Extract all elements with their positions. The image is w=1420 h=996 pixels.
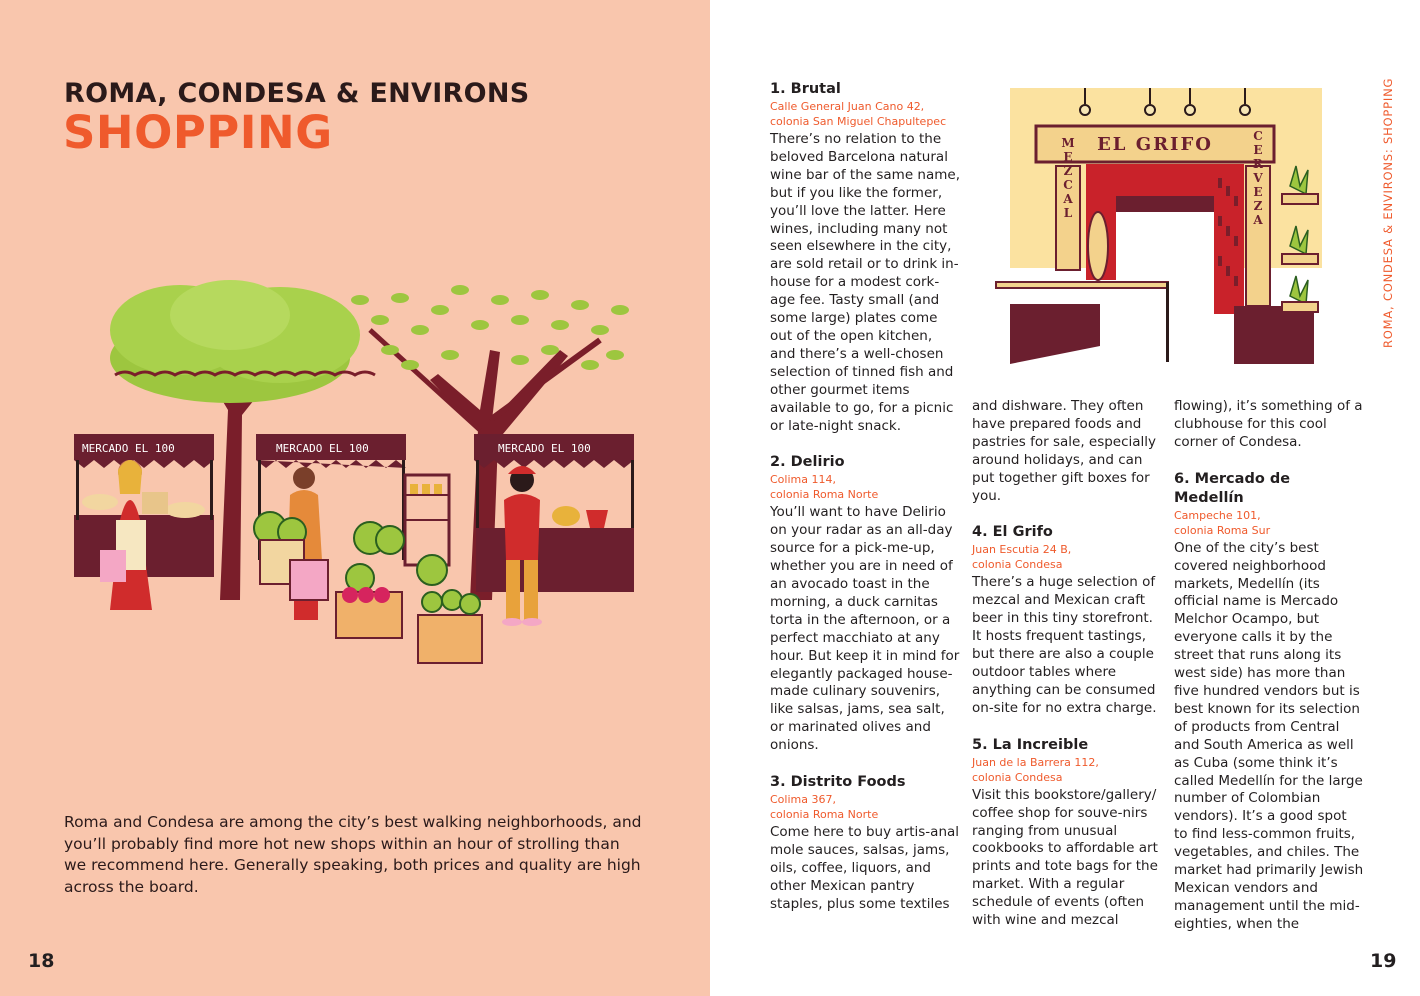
page-title: SHOPPING: [63, 106, 333, 159]
shop-entry-el-grifo: [972, 523, 1162, 717]
entry-body: Visit this bookstore/gallery/ coffee shop for souve-nirs ranging from unusual cookbooks to affordable art prints and tote bags for the market. With a regular schedule of events (often with wine and mezcal: [972, 786, 1158, 929]
entry-body: There’s a huge selection of mezcal and Mexican craft beer in this tiny storefront. It hosts frequent tastings, but there are also a couple outdoor tables where anything can be consumed on-site for no extra charge.: [972, 574, 1157, 716]
shop-entry-la-increible: [972, 736, 1162, 930]
running-head: [1381, 77, 1397, 348]
section-kicker: ROMA, CONDESA & ENVIRONS: [64, 78, 530, 109]
entry-address-line1: Calle General Juan Cano 42,: [770, 100, 925, 113]
svg-text:MERCADO EL 100: MERCADO EL 100: [498, 442, 591, 455]
running-head-text: ROMA, CONDESA & ENVIRONS: SHOPPING: [1381, 77, 1395, 348]
text-column-2: [972, 398, 1162, 948]
entry-address-line2: colonia Condesa: [972, 770, 1063, 784]
entry-address-line2: colonia Roma Norte: [770, 808, 879, 822]
entry-address-line1: Colima 367,: [770, 793, 836, 807]
entry-address-line2: colonia Condesa: [972, 558, 1063, 572]
entry-address-line2: colonia Roma Sur: [1174, 523, 1271, 537]
entry-continuation: flowing), it’s something of a clubhouse for this cool corner of Condesa.: [1174, 398, 1363, 450]
svg-text:MERCADO EL 100: MERCADO EL 100: [82, 442, 175, 455]
svg-text:CERVEZA: CERVEZA: [1251, 129, 1265, 227]
entry-address-line1: Juan de la Barrera 112,: [972, 755, 1099, 769]
shop-entry-brutal: [770, 80, 960, 435]
page-number: 18: [28, 950, 55, 972]
text-column-1: [770, 80, 960, 932]
entry-address-line1: Juan Escutia 24 B,: [972, 543, 1072, 557]
page-number: 19: [1370, 950, 1397, 972]
svg-text:MERCADO EL 100: MERCADO EL 100: [276, 442, 369, 455]
entry-address-line2: colonia San Miguel Chapultepec: [770, 115, 947, 128]
entry-body: You’ll want to have Delirio on your radar as an all-day source for a pick-me-up, whether you are in need of an avocado toast in the morning, a duck carnitas torta in the afternoon, or a perfect macchiato at any hour. But keep it in mind for elegantly packaged house-made culinary souvenirs, like salsas, jams, sea salt, or marinated olives and onions.: [770, 504, 960, 754]
entry-title: 4. El Grifo: [972, 524, 1053, 541]
shop-entry-distrito-foods: [770, 773, 960, 914]
entry-body: There’s no relation to the beloved Barcelona natural wine bar of the same name, but if you like the former, you’ll love the latter. Here wines, including many not seen elsewhere in the city, are sold retail or to drink in-house for a modest cork-age fee. Tasty small (and some large) plates come out of the open kitchen, and there’s a well-chosen selection of tinned fish and other gourmet items available to go, for a picnic or late-night snack.: [770, 131, 961, 434]
svg-text:MEZCAL: MEZCAL: [1061, 136, 1075, 220]
shop-entry-delirio: [770, 453, 960, 755]
entry-continuation: and dishware. They often have prepared foods and pastries for sale, especially around holidays, and can put together gift boxes for you.: [972, 398, 1157, 504]
entry-body: One of the city’s best covered neighborhood markets, Medellín (its official name is Mercado Melchor Ocampo, but everyone calls it by the street that runs along its west side) has more than five hundred vendors but is best known for its selection of products from Central and South America as well as Cuba (some think it’s called Medellín for the large number of Colombian vendors). It’s a good spot to find less-common fruits, vegetables, and chiles. The market had primarily Jewish Mexican vendors and management until the mid-eighties, when the: [1174, 539, 1364, 932]
market-stall: [74, 434, 214, 610]
entry-body: Come here to buy artis-anal mole sauces, salsas, jams, oils, coffee, liquors, and other Mexican pantry staples, plus some textiles: [770, 824, 960, 912]
entry-address-line1: Campeche 101,: [1174, 508, 1261, 522]
entry-title: 2. Delirio: [770, 454, 845, 471]
entry-address-line2: colonia Roma Norte: [770, 488, 879, 502]
entry-address-line1: Colima 114,: [770, 473, 836, 487]
entry-title: 6. Mercado de Medellín: [1174, 470, 1291, 506]
shop-entry-mercado-de-medellin: [1174, 470, 1364, 934]
market-stall: [474, 434, 634, 626]
el-grifo-illustration: [990, 86, 1330, 368]
entry-title: 5. La Increible: [972, 736, 1089, 753]
market-stall: [254, 434, 482, 663]
entry-title: 3. Distrito Foods: [770, 774, 906, 791]
text-column-3: [1174, 398, 1364, 952]
market-illustration: [60, 270, 660, 680]
svg-text:EL GRIFO: EL GRIFO: [1097, 134, 1213, 155]
entry-title: 1. Brutal: [770, 81, 841, 97]
intro-paragraph: Roma and Condesa are among the city’s best walking neighborhoods, and you’ll probably find more hot new shops within an hour of strolling than we recommend here. Generally speaking, both prices and quality are high across the board.: [64, 813, 642, 896]
